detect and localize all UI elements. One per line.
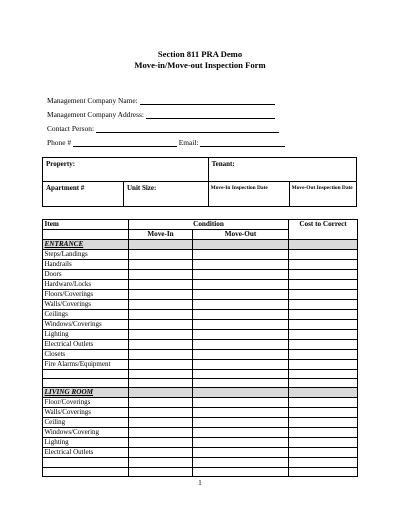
table-row (43, 280, 358, 290)
move-out-cell[interactable] (193, 310, 289, 320)
move-in-cell[interactable] (129, 467, 193, 476)
move-out-cell[interactable] (193, 398, 289, 408)
unit-size-cell[interactable] (124, 182, 209, 207)
cost-cell[interactable] (289, 330, 358, 340)
cost-cell[interactable] (289, 250, 358, 260)
section-label: ENTRANCE (43, 240, 129, 250)
move-in-cell[interactable] (129, 330, 193, 340)
move-in-cell[interactable] (129, 448, 193, 458)
cost-cell[interactable] (289, 467, 358, 476)
item-header: Item (43, 220, 129, 230)
item-name-cell: Doors (43, 270, 129, 280)
item-name-cell: Windows/Coverings (43, 320, 129, 330)
move-in-cell[interactable] (129, 360, 193, 370)
item-name-cell: Electrical Outlets (43, 448, 129, 458)
move-out-cell[interactable] (193, 438, 289, 448)
cost-cell[interactable] (289, 448, 358, 458)
move-out-cell[interactable] (193, 360, 289, 370)
move-in-cell[interactable] (129, 260, 193, 270)
move-in-cell[interactable] (129, 370, 193, 379)
unit-size-label: Unit Size: (127, 184, 157, 192)
cost-cell[interactable] (289, 370, 358, 379)
email-input[interactable] (200, 138, 285, 147)
move-out-date-cell[interactable] (289, 182, 356, 207)
section-row (43, 240, 358, 250)
item-name-cell (43, 458, 129, 467)
table-row (43, 448, 358, 458)
move-out-cell[interactable] (193, 467, 289, 476)
move-in-cell[interactable] (129, 280, 193, 290)
move-in-cell[interactable] (129, 438, 193, 448)
cost-cell[interactable] (289, 260, 358, 270)
move-in-cell[interactable] (129, 320, 193, 330)
property-cell[interactable] (43, 158, 209, 182)
move-in-cell[interactable] (129, 340, 193, 350)
management-company-name-field (47, 96, 275, 105)
item-name-cell (43, 370, 129, 379)
table-row (43, 408, 358, 418)
move-in-cell[interactable] (129, 300, 193, 310)
table-row (43, 398, 358, 408)
contact-person-field (47, 124, 279, 133)
move-out-cell[interactable] (193, 260, 289, 270)
table-row (43, 340, 358, 350)
tenant-cell[interactable] (208, 158, 356, 182)
move-out-cell[interactable] (193, 330, 289, 340)
condition-header: Condition (129, 220, 289, 230)
tenant-label: Tenant: (211, 160, 235, 168)
table-row (43, 270, 358, 280)
cost-cell[interactable] (289, 350, 358, 360)
move-out-cell[interactable] (193, 418, 289, 428)
item-name-cell (43, 467, 129, 476)
move-out-cell[interactable] (193, 340, 289, 350)
move-out-cell[interactable] (193, 250, 289, 260)
table-row (43, 250, 358, 260)
move-in-cell[interactable] (129, 408, 193, 418)
item-name-cell: Walls/Coverings (43, 408, 129, 418)
cost-cell[interactable] (289, 398, 358, 408)
apartment-cell[interactable] (43, 182, 124, 207)
move-out-cell[interactable] (193, 280, 289, 290)
contact-person-label: Contact Person: (47, 124, 95, 133)
table-row (43, 350, 358, 360)
page-number: 1 (198, 478, 202, 487)
table-row (43, 310, 358, 320)
item-name-cell: Lighting (43, 438, 129, 448)
item-name-cell: Electrical Outlets (43, 340, 129, 350)
table-row (43, 438, 358, 448)
cost-cell[interactable] (289, 428, 358, 438)
move-out-cell[interactable] (193, 428, 289, 438)
table-row (43, 300, 358, 310)
item-name-cell: Ceiling (43, 418, 129, 428)
section-move-out-cell (193, 388, 289, 398)
table-row (43, 418, 358, 428)
cost-cell[interactable] (289, 310, 358, 320)
table-row (43, 467, 358, 476)
item-name-cell: Handrails (43, 260, 129, 270)
move-out-cell[interactable] (193, 379, 289, 388)
cost-cell[interactable] (289, 418, 358, 428)
section-move-in-cell (129, 240, 193, 250)
cost-cell[interactable] (289, 300, 358, 310)
item-name-cell: Hardware/Locks (43, 280, 129, 290)
cost-cell[interactable] (289, 290, 358, 300)
property-label: Property: (46, 160, 76, 168)
cost-header: Cost to Correct (289, 220, 358, 240)
section-move-in-cell (129, 388, 193, 398)
item-name-cell: Floor/Coverings (43, 398, 129, 408)
cost-cell[interactable] (289, 270, 358, 280)
email-label: Email: (178, 138, 199, 147)
move-in-cell[interactable] (129, 270, 193, 280)
table-row (43, 290, 358, 300)
move-out-cell[interactable] (193, 290, 289, 300)
table-row (43, 360, 358, 370)
management-company-address-field (47, 110, 275, 119)
cost-cell[interactable] (289, 408, 358, 418)
move-out-cell[interactable] (193, 270, 289, 280)
table-row (43, 260, 358, 270)
section-cost-cell (289, 388, 358, 398)
phone-label: Phone # (47, 138, 72, 147)
cost-cell[interactable] (289, 379, 358, 388)
item-name-cell: Floors/Coverings (43, 290, 129, 300)
cost-cell[interactable] (289, 438, 358, 448)
section-cost-cell (289, 240, 358, 250)
table-row (43, 370, 358, 379)
item-name-cell: Closets (43, 350, 129, 360)
cost-cell[interactable] (289, 340, 358, 350)
move-in-cell[interactable] (129, 310, 193, 320)
form-subtitle: Move-in/Move-out Inspection Form (134, 60, 266, 70)
move-in-cell[interactable] (129, 428, 193, 438)
section-move-out-cell (193, 240, 289, 250)
move-in-date-cell[interactable] (208, 182, 289, 207)
item-name-cell: Walls/Coverings (43, 300, 129, 310)
phone-input[interactable] (73, 138, 177, 147)
apartment-label: Apartment # (46, 184, 85, 192)
table-row (43, 458, 358, 467)
cost-cell[interactable] (289, 320, 358, 330)
move-in-date-label: Move-In Inspection Date (210, 185, 268, 191)
table-row (43, 320, 358, 330)
phone-email-field (47, 138, 285, 147)
inspection-table (42, 219, 358, 477)
cost-cell[interactable] (289, 280, 358, 290)
move-in-header: Move-In (129, 230, 193, 240)
table-row (43, 379, 358, 388)
cost-cell[interactable] (289, 458, 358, 467)
property-table (42, 157, 357, 207)
move-in-cell[interactable] (129, 250, 193, 260)
move-in-cell[interactable] (129, 398, 193, 408)
move-out-cell[interactable] (193, 370, 289, 379)
contact-person-input[interactable] (96, 124, 279, 133)
item-name-cell: Windows/Covering (43, 428, 129, 438)
form-title: Section 811 PRA Demo (157, 49, 243, 59)
management-company-name-input[interactable] (140, 96, 275, 105)
item-name-cell: Lighting (43, 330, 129, 340)
move-out-header: Move-Out (193, 230, 289, 240)
item-name-cell: Fire Alarms/Equipment (43, 360, 129, 370)
table-row (43, 330, 358, 340)
move-out-cell[interactable] (193, 408, 289, 418)
move-in-cell[interactable] (129, 418, 193, 428)
move-in-cell[interactable] (129, 379, 193, 388)
item-subheader (43, 230, 129, 240)
management-company-address-input[interactable] (146, 110, 275, 119)
move-out-cell[interactable] (193, 350, 289, 360)
item-name-cell: Ceilings (43, 310, 129, 320)
move-out-cell[interactable] (193, 458, 289, 467)
section-label: LIVING ROOM (43, 388, 129, 398)
move-out-cell[interactable] (193, 320, 289, 330)
cost-cell[interactable] (289, 360, 358, 370)
item-name-cell: Steps/Landings (43, 250, 129, 260)
move-out-cell[interactable] (193, 300, 289, 310)
item-name-cell (43, 379, 129, 388)
management-company-name-label: Management Company Name: (47, 96, 138, 105)
table-row (43, 428, 358, 438)
section-row (43, 388, 358, 398)
move-in-cell[interactable] (129, 350, 193, 360)
move-out-date-label: Move-Out Inspection Date (291, 185, 353, 191)
move-in-cell[interactable] (129, 290, 193, 300)
move-in-cell[interactable] (129, 458, 193, 467)
management-company-address-label: Management Company Address: (47, 110, 144, 119)
move-out-cell[interactable] (193, 448, 289, 458)
